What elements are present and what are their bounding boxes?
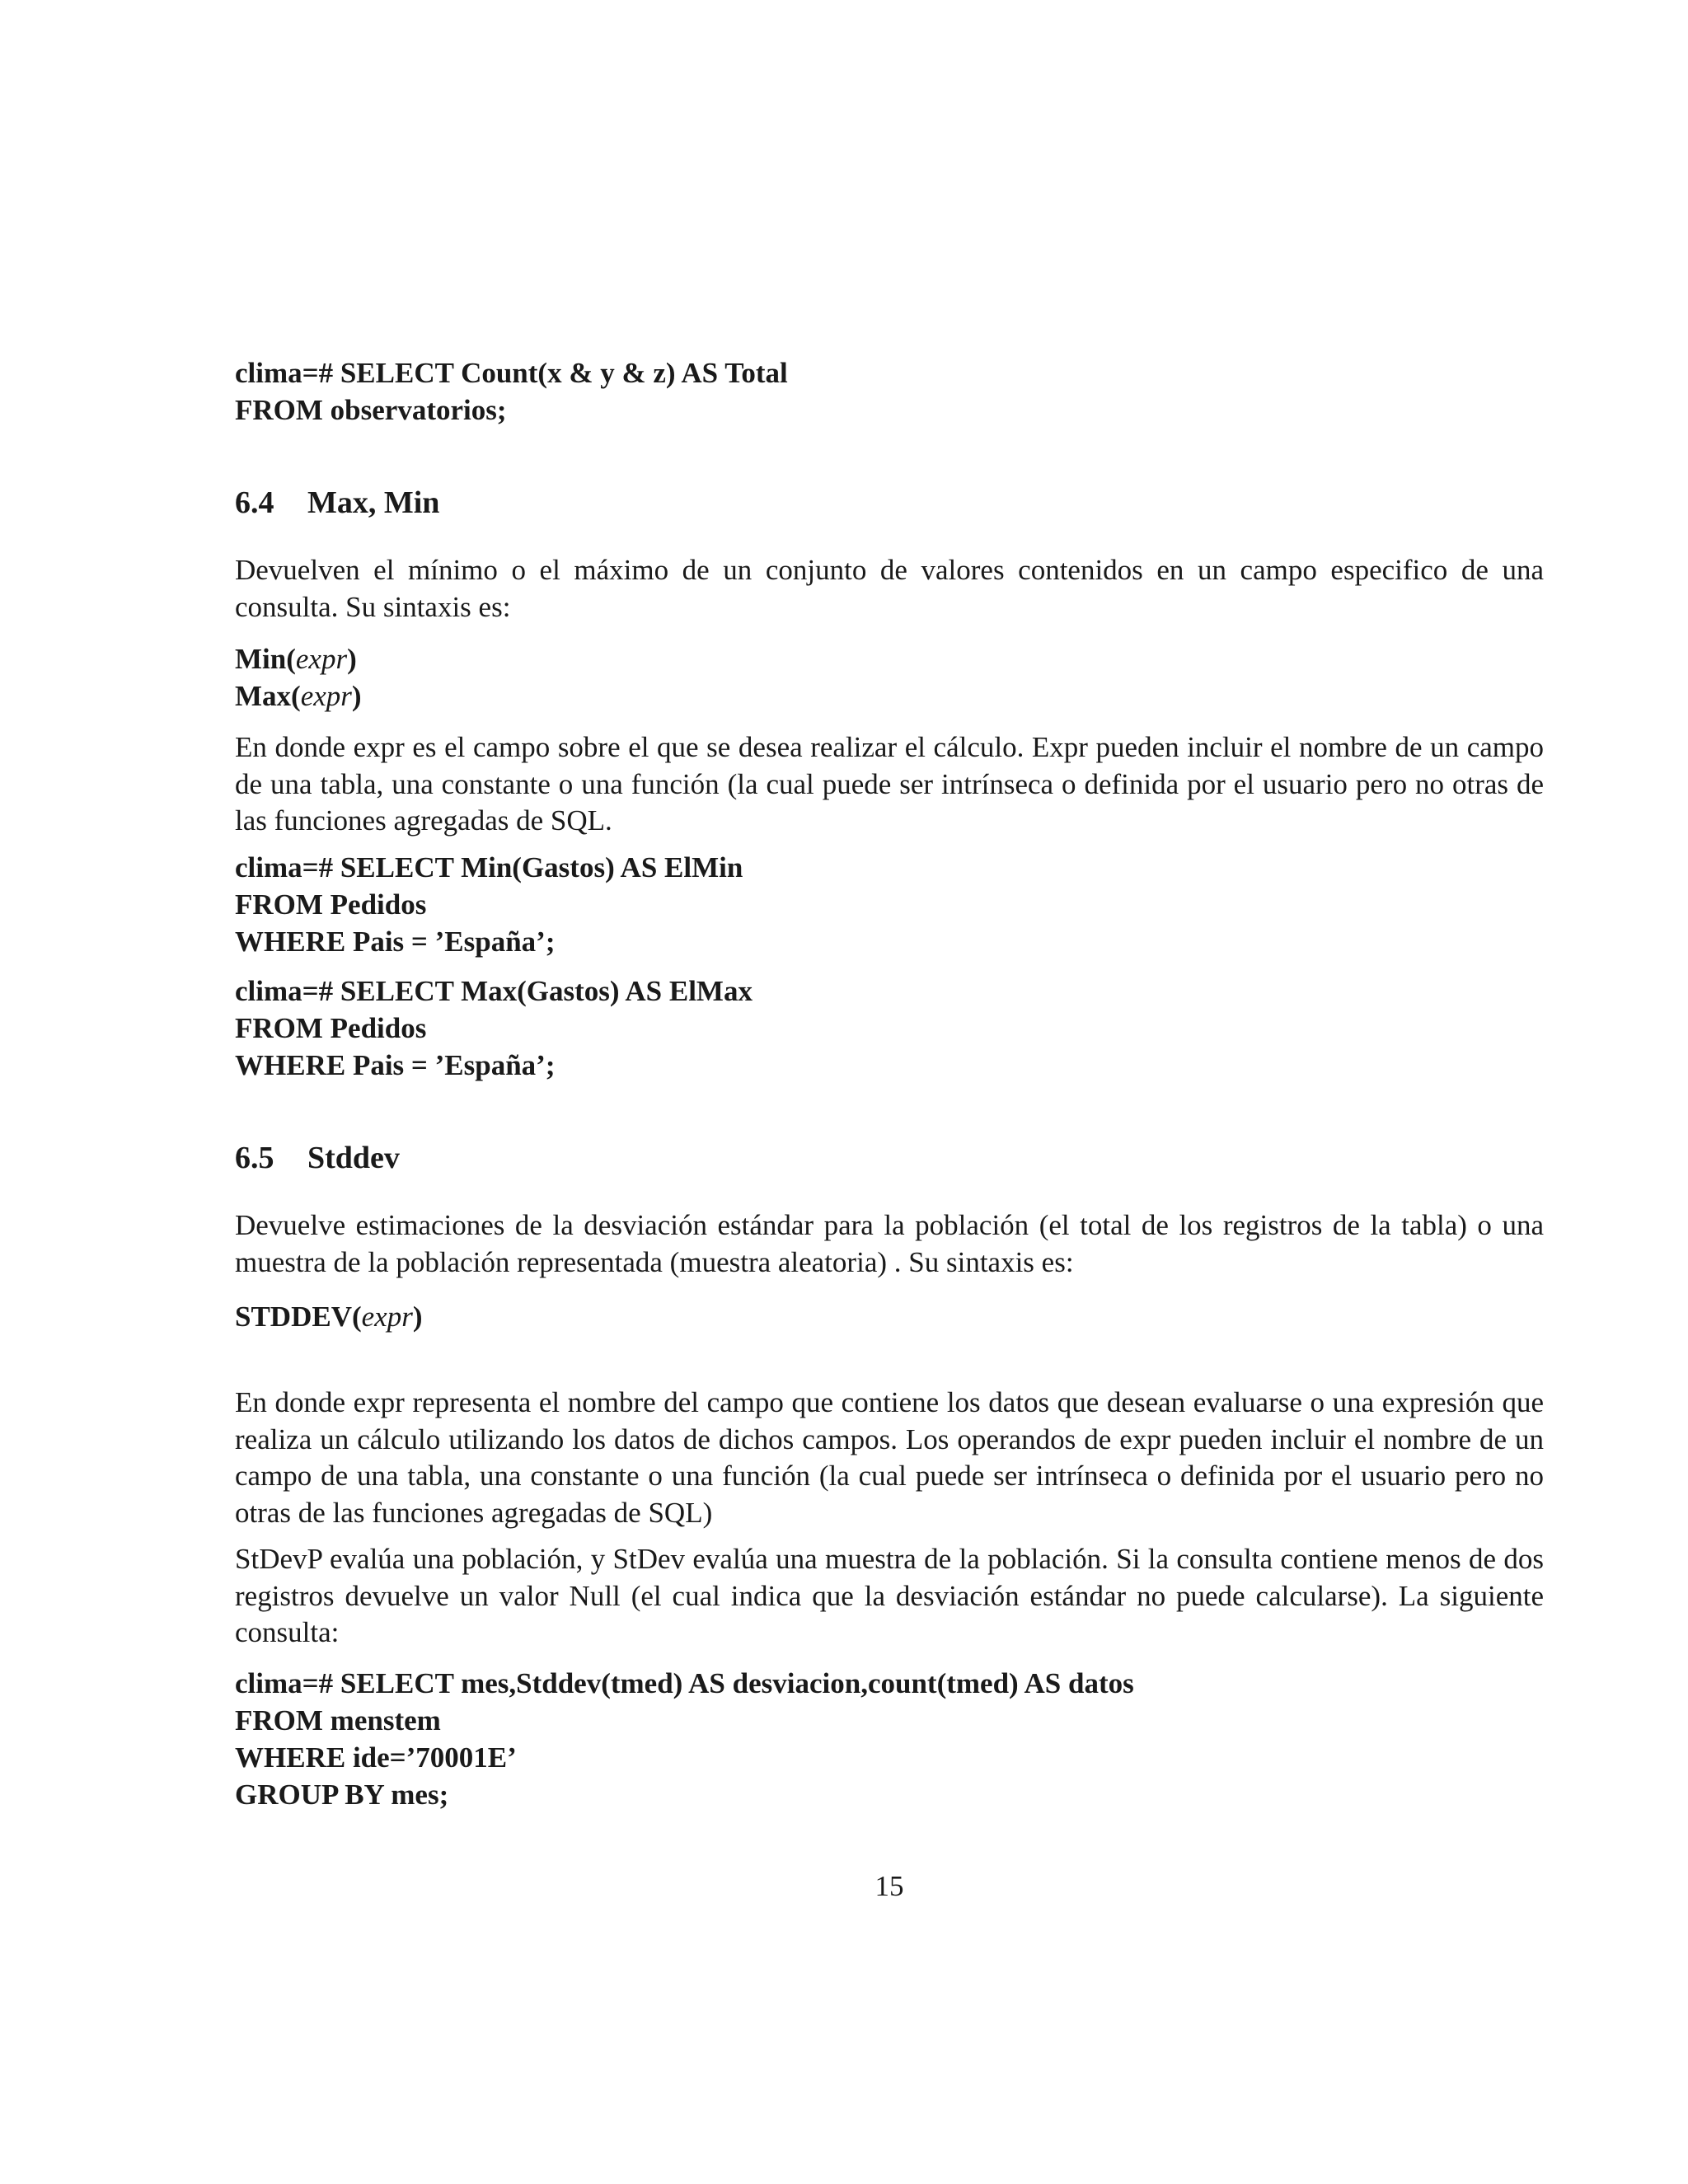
- syntax-stddev-line: [235, 1298, 423, 1335]
- code-line: clima=# SELECT Max(Gastos) AS ElMax: [235, 975, 753, 1007]
- code-line: GROUP BY mes;: [235, 1779, 449, 1811]
- syntax-close: ): [412, 1301, 423, 1333]
- code-line: clima=# SELECT Min(Gastos) AS ElMin: [235, 851, 743, 883]
- code-line: WHERE ide=’70001E’: [235, 1741, 517, 1774]
- code-line: FROM Pedidos: [235, 1012, 427, 1044]
- syntax-function: Min(: [235, 643, 296, 675]
- paragraph-stddev-intro: Devuelve estimaciones de la desviación estándar para la población (el total de los registros de la tabla) o una muestra de la población representada (muestra aleatoria) . Su sintaxis es:: [235, 1209, 1544, 1278]
- paragraph-stddev-expr: En donde expr representa el nombre del campo que contiene los datos que desean evaluarse o una expresión que realiza un cálculo utilizando los datos de dichos campos. Los operandos de expr pueden incluir el nombre de un campo de una tabla, una constante o una función (la cual puede ser intrínseca o definida por el usuario pero no otras de las funciones agregadas de SQL): [235, 1386, 1544, 1529]
- code-line: FROM observatorios;: [235, 394, 507, 426]
- syntax-close: ): [347, 643, 357, 675]
- syntax-stddev: [235, 1298, 423, 1335]
- code-block-stddev: [235, 1665, 1134, 1813]
- syntax-argument: expr: [295, 643, 348, 675]
- syntax-argument: expr: [361, 1301, 413, 1333]
- syntax-max: [235, 677, 362, 715]
- code-block-max: [235, 972, 753, 1084]
- syntax-min: [235, 640, 362, 677]
- code-line: WHERE Pais = ’España’;: [235, 926, 556, 958]
- code-line: FROM menstem: [235, 1704, 441, 1736]
- paragraph-stdevp: StDevP evalúa una población, y StDev evalúa una muestra de la población. Si la consulta contiene menos de dos registros devuelve un valor Null (el cual indica que la desviación estándar no puede calcularse). La siguiente consulta:: [235, 1543, 1544, 1648]
- syntax-function: STDDEV(: [235, 1301, 362, 1333]
- code-block-min: [235, 849, 743, 960]
- code-line: WHERE Pais = ’España’;: [235, 1049, 556, 1081]
- code-line: FROM Pedidos: [235, 888, 427, 921]
- section-heading-6-5: [235, 1140, 400, 1176]
- section-title: Max, Min: [307, 485, 440, 520]
- paragraph-minmax-intro: Devuelven el mínimo o el máximo de un conjunto de valores contenidos en un campo especifico de una consulta. Su sintaxis es:: [235, 554, 1544, 623]
- paragraph-minmax-expr: En donde expr es el campo sobre el que se desea realizar el cálculo. Expr pueden incluir el nombre de un campo de una tabla, una constante o una función (la cual puede ser intrínseca o definida por el usuario pero no otras de las funciones agregadas de SQL.: [235, 731, 1544, 837]
- page-number: 15: [874, 1870, 904, 1902]
- section-number: 6.5: [235, 1141, 274, 1175]
- syntax-close: ): [351, 680, 362, 712]
- section-number: 6.4: [235, 485, 274, 520]
- syntax-function: Max(: [235, 680, 301, 712]
- code-line: clima=# SELECT mes,Stddev(tmed) AS desviacion,count(tmed) AS datos: [235, 1667, 1134, 1699]
- syntax-argument: expr: [300, 680, 352, 712]
- code-line: clima=# SELECT Count(x & y & z) AS Total: [235, 357, 788, 389]
- syntax-minmax: [235, 640, 362, 715]
- code-block-count: [235, 354, 788, 429]
- section-heading-6-4: [235, 485, 439, 521]
- section-title: Stddev: [307, 1141, 400, 1175]
